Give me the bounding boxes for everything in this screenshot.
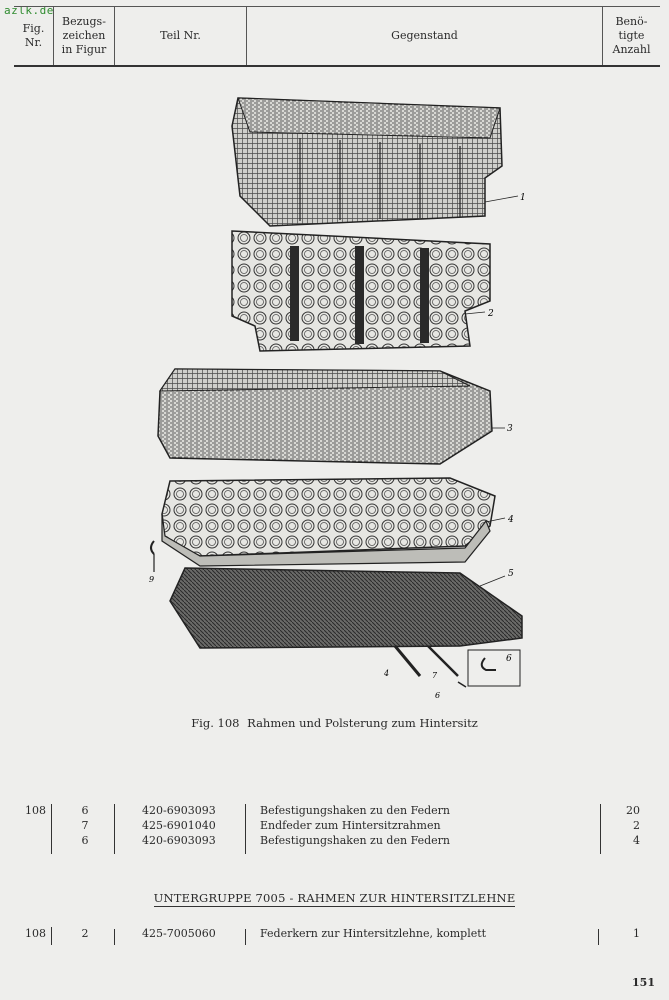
cell-gegenstand: Endfeder zum Hintersitzrahmen	[260, 819, 441, 832]
subgroup-title: UNTERGRUPPE 7005 - RAHMEN ZUR HINTERSITZLEHNE	[153, 891, 516, 905]
cell-teil: 420-6903093	[142, 804, 216, 817]
callout-5: 5	[508, 569, 514, 579]
callout-6: 6	[435, 691, 441, 700]
backrest-cushion	[232, 98, 526, 226]
callout-6-box: 6	[506, 654, 512, 664]
figure-number: Fig. 108	[191, 716, 240, 730]
cell-teil: 425-7005060	[142, 927, 216, 940]
callout-7: 7	[432, 671, 438, 680]
callout-9: 9	[149, 575, 155, 584]
cell-bezug: 6	[81, 804, 89, 817]
table-row	[0, 833, 669, 848]
cell-anzahl: 20	[626, 804, 640, 817]
cell-gegenstand: Federkern zur Hintersitzlehne, komplett	[260, 927, 487, 940]
seat-base-frame	[170, 568, 522, 648]
table-row	[0, 818, 669, 833]
callout-4: 4	[508, 515, 514, 525]
header-gegenstand: Gegenstand	[247, 7, 603, 65]
cell-fig: 108	[25, 927, 46, 940]
cell-bezug: 6	[81, 834, 89, 847]
cell-anzahl: 1	[633, 927, 640, 940]
callout-4b: 4	[384, 669, 390, 678]
backrest-spring-core	[232, 231, 494, 351]
cell-bezug: 7	[81, 819, 89, 832]
cell-fig: 108	[25, 804, 46, 817]
table-row	[0, 926, 669, 941]
table-header	[14, 6, 660, 67]
seat-spring-frame	[162, 478, 514, 566]
cell-gegenstand: Befestigungshaken zu den Federn	[260, 834, 450, 847]
subgroup-heading	[0, 891, 669, 905]
cell-gegenstand: Befestigungshaken zu den Federn	[260, 804, 450, 817]
cell-bezug: 2	[81, 927, 89, 940]
page-number: 151	[632, 976, 655, 989]
seat-cushion	[158, 369, 513, 464]
cell-teil: 425-6901040	[142, 819, 216, 832]
header-anzahl: Benö- tigte Anzahl	[612, 15, 651, 56]
callout-2: 2	[488, 309, 494, 319]
cell-anzahl: 4	[633, 834, 640, 847]
table-row	[0, 803, 669, 818]
site-watermark: azlk.de	[4, 4, 54, 17]
header-teil-nr: Teil Nr.	[115, 7, 247, 65]
cell-anzahl: 2	[633, 819, 640, 832]
header-bezugszeichen: Bezugs- zeichen in Figur	[54, 7, 115, 65]
header-fig-nr: Fig. Nr.	[14, 7, 54, 65]
figure-caption	[0, 716, 669, 730]
figure-title: Rahmen und Polsterung zum Hintersitz	[247, 716, 478, 730]
seat-exploded-illustration	[140, 86, 540, 706]
callout-1: 1	[520, 193, 526, 203]
cell-teil: 420-6903093	[142, 834, 216, 847]
callout-3: 3	[507, 424, 513, 434]
